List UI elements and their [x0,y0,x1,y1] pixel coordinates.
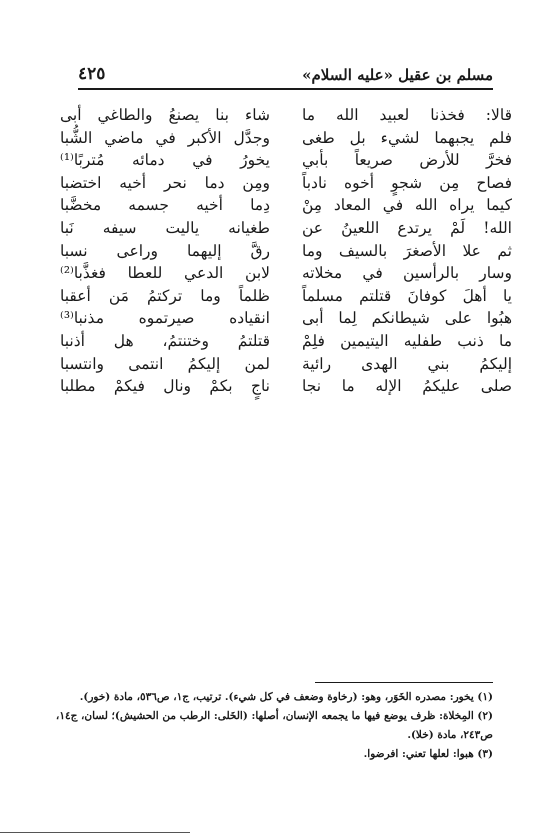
verse-hemistich: دِما أخيه جسمه مخضَّبا [60,196,270,215]
footnote: (٢) المِخلاة: ظرف يوضع فيها ما يجمعه الإنسان، أصلها: (الخَلى: الرطب من الحشيش)؛ لسان، ج١٤، [55,710,493,722]
verse-hemistich: طغيانه ياليت سيفه نَبا [60,218,270,237]
verse-hemistich: الله! لَمْ يرتدع اللعينُ عن [302,218,512,237]
footnote-rule [315,682,493,683]
verse-hemistich: ومِن دما نحر أخيه اختضبا [60,173,270,192]
verse-hemistich: إليكمُ بني الهدى رائية [302,354,512,373]
running-header [78,58,493,84]
verse-hemistich: فلم يجبهما لشيء بل طغى [302,128,512,147]
verse-hemistich: انقياده صيرتموه مذنبا⁽³⁾ [60,309,270,328]
verse-hemistich: ناجٍ بكمْ ونال فيكمْ مطلبا [60,377,270,396]
verse-hemistich: كيما يراه الله في المعاد مِنْ [302,196,512,215]
chapter-title: مسلم بن عقيل «عليه السلام» [302,66,493,84]
verse-hemistich: ما ذنب طفليه اليتيمين فلِمْ [302,331,512,350]
header-rule [78,88,493,90]
verse-hemistich: لابن الدعي للعطا فغذَّبا⁽²⁾ [60,264,270,283]
verse-hemistich: فخرَّ للأرض صريعاً بأبي [302,151,512,170]
verse-hemistich: وجدَّل الأكبر في ماضي الشُّبا [60,128,270,147]
verse-hemistich: شاء بنا يصنعُ والطاغي أبى [60,106,270,124]
verse-hemistich: هبُوا على شيطانكم لِما أبى [302,309,512,328]
verse-hemistich: لمن إليكمُ انتمى وانتسبا [60,354,270,373]
verse-hemistich: يا أهلَ كوفانَ قتلتم مسلماً [302,286,512,305]
verse-hemistich: فصاح مِن شجوٍ أخوه نادباً [302,173,512,192]
verse-hemistich: قالا: فخذنا لعبيد الله ما [302,106,512,124]
verse-hemistich: وسار بالرأسين في مخلاته [302,264,512,283]
verse-hemistich: ثم علا الأصغرَ بالسيف وما [302,241,512,260]
verse-column-right [302,104,512,398]
verse-hemistich: يخورُ في دمائه مُتربًا⁽¹⁾ [60,151,270,170]
verse-hemistich: قتلتمُ وختنتمُ، هل أذنبا [60,331,270,350]
page-edge-line [0,832,190,833]
footnote: ص٢٤٣، مادة (خلا). [407,729,493,741]
page-number: ٤٢٥ [78,64,106,84]
verse-hemistich: ظلماً وما تركتمُ مَن أعقبا [60,286,270,305]
verse-hemistich: صلى عليكمُ الإله ما نجا [302,377,512,396]
footnote: (١) يخور: مصدره الخَوَر، وهو: (رخاوة وضعف في كل شيء). ترتيب، ج١، ص٥٣٦، مادة (خور). [79,691,493,703]
verse-hemistich: رقَّ إليهما وراعى نسبا [60,241,270,260]
footnote: (٣) هبوا: لعلها تعني: افرضوا. [363,748,493,760]
footnotes [55,688,493,764]
verse-column-left [60,104,270,398]
